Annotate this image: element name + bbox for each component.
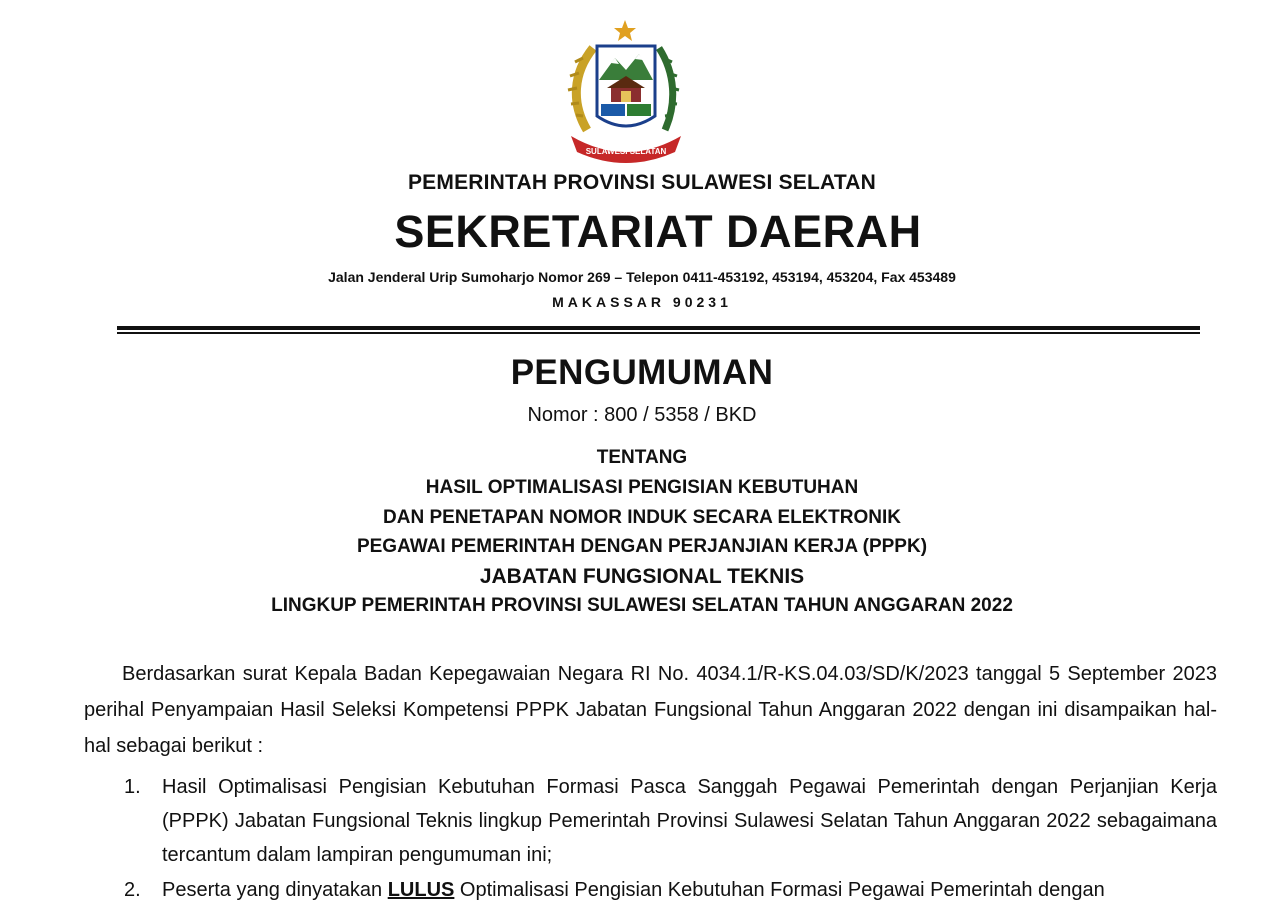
list-item-number: 1. (124, 776, 141, 798)
office-city: MAKASSAR 90231 (552, 294, 732, 310)
government-name: PEMERINTAH PROVINSI SULAWESI SELATAN (407, 171, 877, 194)
lulus-emphasis: LULUS (387, 879, 455, 901)
subject-line: LINGKUP PEMERINTAH PROVINSI SULAWESI SELATAN TAHUN ANGGARAN 2022 (271, 595, 1013, 616)
office-address: Jalan Jenderal Urip Sumoharjo Nomor 269 – Telepon 0411-453192, 453194, 453204, Fax 453489 (328, 269, 956, 285)
intro-paragraph: Berdasarkan surat Kepala Badan Kepegawaian Negara RI No. 4034.1/R-KS.04.03/SD/K/2023 tanggal 5 September 2023 perihal Penyampaian Hasil Seleksi Kompetensi PPPK Jabatan Fungsional Tahun Anggaran 2022 dengan ini disampaikan hal-hal sebagai berikut : (84, 663, 1217, 757)
list-item (124, 873, 1217, 907)
list-item-text (162, 873, 1217, 907)
svg-text:SULAWESI SELATAN: SULAWESI SELATAN (585, 147, 667, 156)
letterhead-rule-thin (117, 332, 1200, 334)
subject-line: TENTANG (596, 447, 688, 468)
subject-line: HASIL OPTIMALISASI PENGISIAN KEBUTUHAN (425, 477, 859, 498)
province-emblem-logo (565, 18, 687, 164)
list-item-text-after: Optimalisasi Pengisian Kebutuhan Formasi Pegawai Pemerintah dengan (454, 879, 1105, 901)
announcement-title: PENGUMUMAN (510, 353, 774, 392)
letterhead-rule-thick (117, 326, 1200, 330)
list-item-text: Hasil Optimalisasi Pengisian Kebutuhan Formasi Pasca Sanggah Pegawai Pemerintah dengan Perjanjian Kerja (PPPK) Jabatan Fungsional Teknis lingkup Pemerintah Provinsi Sulawesi Selatan Tahun Anggaran 2022 sebagaimana tercantum dalam lampiran pengumuman ini; (162, 776, 1217, 866)
list-item-number: 2. (124, 879, 141, 901)
announcement-number: Nomor : 800 / 5358 / BKD (527, 404, 757, 426)
subject-line: PEGAWAI PEMERINTAH DENGAN PERJANJIAN KERJA (PPPK) (356, 536, 928, 557)
subject-line: JABATAN FUNGSIONAL TEKNIS (479, 565, 805, 588)
list-item (124, 770, 1217, 872)
subject-line: DAN PENETAPAN NOMOR INDUK SECARA ELEKTRONIK (383, 507, 901, 528)
list-item-text-before: Peserta yang dinyatakan (162, 879, 388, 901)
office-name: SEKRETARIAT DAERAH (394, 206, 922, 257)
